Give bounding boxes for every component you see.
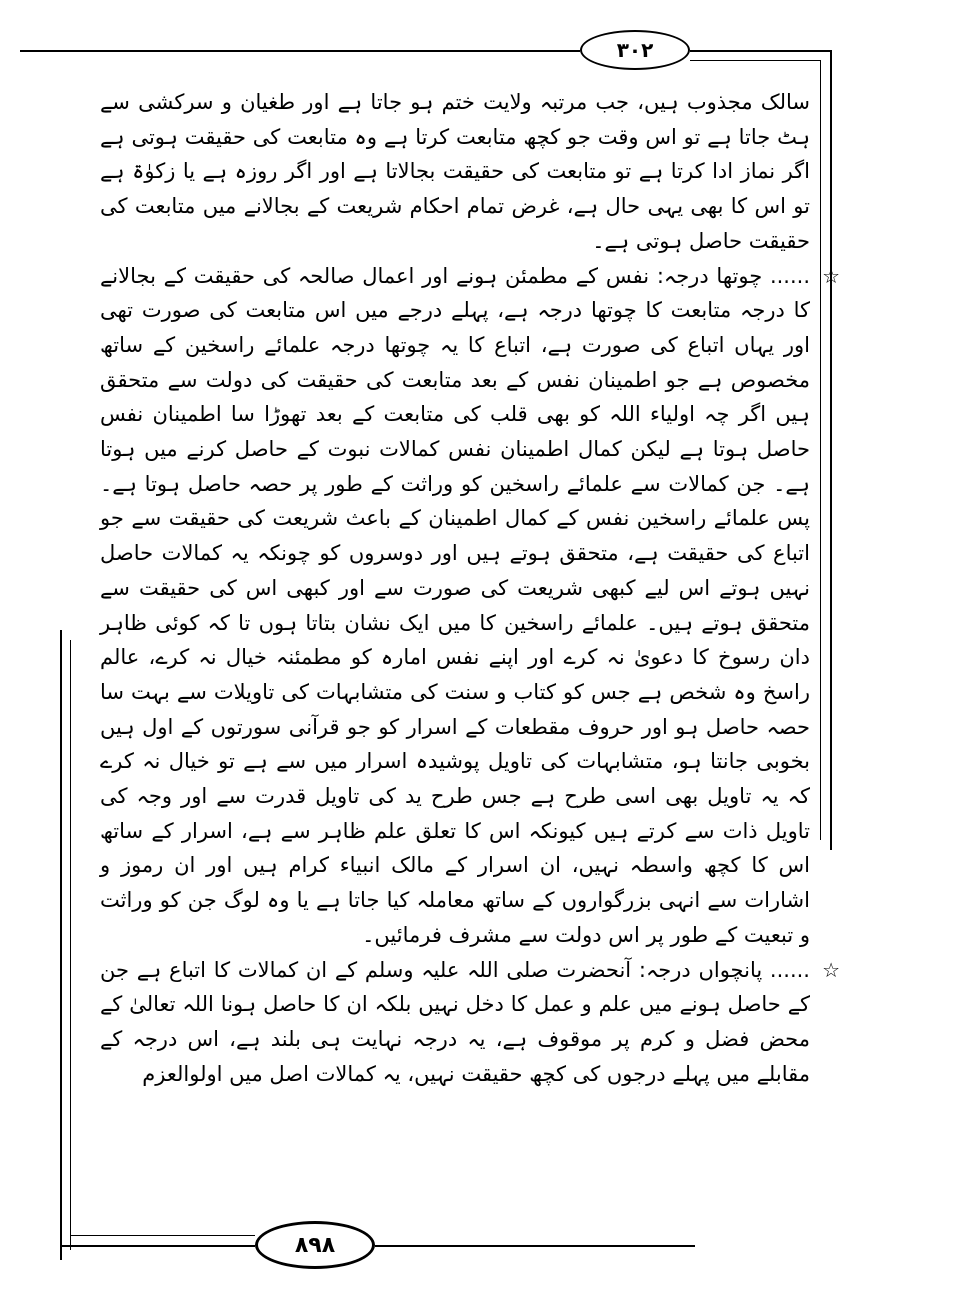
- frame-right-vertical: [830, 50, 832, 850]
- paragraph-3: ...... پانچواں درجہ: آنحضرت صلی اللہ علیہ وسلم کے ان کمالات کا اتباع ہے جن کے حاصل ہونے میں علم و عمل کا دخل نہیں بلکہ ان کا حاصل ہونا اللہ تعالیٰ کے محض فضل و کرم پر موقوف ہے، یہ درجہ نہایت ہی بلند ہے، اس درجہ کے مقابلے میں پہلے درجوں کی کچھ حقیقت نہیں، یہ کمالات اصل میں اولوالعزم: [100, 957, 810, 1086]
- paragraph-2: ...... چوتھا درجہ: نفس کے مطمئن ہونے اور اعمال صالحہ کی حقیقت کے بجالانے کا درجہ متابعت کا چوتھا درجہ ہے، پہلے درجے میں اس متابعت کی صورت تھی اور یہاں اتباع کی صورت ہے، اتباع کا یہ چوتھا درجہ علمائے راسخین کے ساتھ مخصوص ہے جو اطمینان نفس کے بعد متابعت کی حقیقت کی دولت سے متحقق ہیں اگر چہ اولیاء اللہ کو بھی قلب کی متابعت کے بعد تھوڑا سا اطمینان نفس حاصل ہوتا ہے لیکن کمال اطمینان نفس کمالات نبوت کے حاصل کرنے میں ہوتا ہے۔ جن کمالات سے علمائے راسخین کو وراثت کے طور پر حصہ حاصل ہوتا ہے۔ پس علمائے راسخین نفس کے کمال اطمینان کے باعث شریعت کی حقیقت سے جو اتباع کی حقیقت ہے، متحقق ہوتے ہیں اور دوسروں کو چونکہ یہ کمالات حاصل نہیں ہوتے اس لیے کبھی شریعت کی صورت سے اور کبھی اس کی حقیقت سے متحقق ہوتے ہیں۔ علمائے راسخین کا میں ایک نشان بتاتا ہوں تا کہ کوئی ظاہر دان رسوخ کا دعویٰ نہ کرے اور اپنے نفس امارہ کو مطمئنہ خیال نہ کرے، عالم راسخ وہ شخص ہے جس کو کتاب و سنت کی متشابہات کی تاویلات سے بہت سا حصہ حاصل ہو اور حروف مقطعات کے اسرار کو جو قرآنی سورتوں کے اول ہیں بخوبی جانتا ہو، متشابہات کی تاویل پوشیدہ اسرار میں سے ہے تو خیال نہ کرے کہ یہ تاویل بھی اسی طرح ہے جس طرح ید کی تاویل قدرت سے اور وجہ کی تاویل ذات سے کرتے ہیں کیونکہ اس کا تعلق علم ظاہر سے ہے، اسرار کے ساتھ اس کا کچھ واسطہ نہیں، ان اسرار کے مالک انبیاء کرام ہیں اور ان رموز و اشارات سے انہی بزرگواروں کے ساتھ معاملہ کیا جاتا ہے یا وہ لوگ جن کو وراثت و تبعیت کے طور پر اس دولت سے مشرف فرمائیں۔: [100, 263, 810, 947]
- frame-left-inner-vertical: [70, 640, 71, 1250]
- frame-top-left-horizontal: [20, 50, 580, 52]
- frame-bottom-inner-horizontal: [70, 1235, 255, 1236]
- star-icon: ☆: [822, 957, 840, 982]
- frame-left-vertical: [60, 630, 62, 1260]
- frame-bottom-right-horizontal: [375, 1245, 695, 1247]
- paragraph-1: سالک مجذوب ہیں، جب مرتبہ ولایت ختم ہو جاتا ہے اور طغیان و سرکشی سے ہٹ جاتا ہے تو اس وقت جو کچھ متابعت کرتا ہے وہ متابعت کی حقیقت ہوتی ہے اگر نماز ادا کرتا ہے تو متابعت کی حقیقت بجالاتا ہے اور اگر روزہ ہے یا زکوٰۃ ہے تو اس کا بھی یہی حال ہے، غرض تمام احکام شریعت کے بجالانے میں متابعت کی حقیقت حاصل ہوتی ہے۔: [100, 90, 810, 253]
- paragraph-2-container: [100, 259, 840, 953]
- bottom-page-number: ۸۹۸: [255, 1221, 375, 1269]
- main-text-block: [100, 85, 840, 1091]
- frame-inner-top-right-horizontal: [690, 60, 820, 61]
- star-icon: ☆: [822, 263, 840, 288]
- paragraph-3-container: [100, 953, 840, 1092]
- frame-right-inner-vertical: [820, 60, 821, 840]
- top-page-number: ۳۰۲: [580, 30, 690, 70]
- frame-bottom-left-horizontal: [60, 1245, 255, 1247]
- frame-top-right-horizontal: [690, 50, 830, 52]
